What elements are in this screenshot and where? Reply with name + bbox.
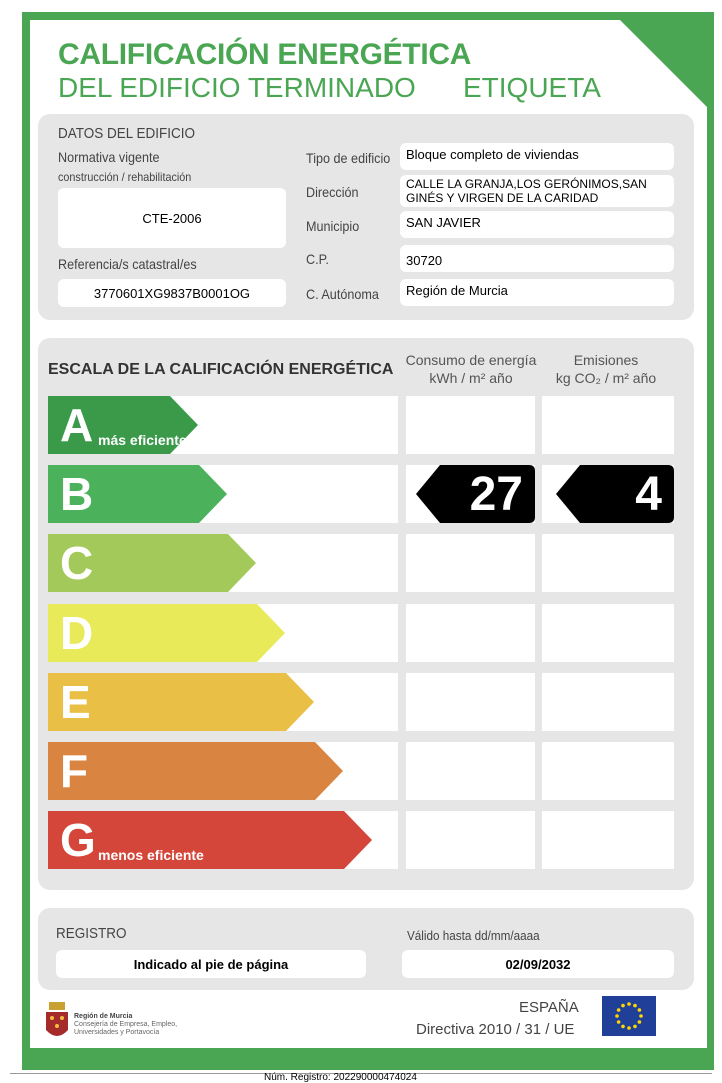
- normativa-label: Normativa vigente: [58, 149, 160, 165]
- org-sub1: Consejería de Empresa, Empleo,: [74, 1021, 178, 1028]
- class-letter: D: [60, 607, 94, 659]
- eu-star: [627, 1026, 631, 1030]
- normativa-value: CTE-2006: [58, 188, 286, 248]
- emisiones-header-line2: kg CO₂ / m² año: [555, 370, 657, 386]
- scale-cell: [406, 396, 535, 454]
- consumo-badge-value: 27: [469, 468, 523, 521]
- consumo-header-line1: Consumo de energía: [405, 352, 537, 368]
- country: ESPAÑA: [519, 999, 579, 1016]
- scale-cell: [542, 811, 674, 869]
- class-letter: F: [60, 745, 89, 797]
- emisiones-badge: [556, 465, 674, 523]
- tipo-label: Tipo de edificio: [306, 150, 391, 166]
- escala-title: ESCALA DE LA CALIFICACIÓN ENERGÉTICA: [48, 361, 394, 378]
- org-sub2: Universidades y Portavocía: [74, 1029, 160, 1036]
- consumo-badge: [416, 465, 535, 523]
- scale-cell: [542, 604, 674, 662]
- class-arrow-d: [48, 604, 285, 662]
- eu-star: [633, 1025, 637, 1029]
- registro-value: Indicado al pie de página: [56, 950, 366, 978]
- class-arrow-b: [48, 465, 227, 523]
- eu-star: [638, 1020, 642, 1024]
- class-arrow-g: [48, 811, 372, 869]
- datos-title: DATOS DEL EDIFICIO: [58, 125, 196, 142]
- eu-star: [627, 1002, 631, 1006]
- cp-label: C.P.: [306, 251, 329, 267]
- tipo-value: Bloque completo de viviendas: [400, 143, 674, 170]
- eu-star: [617, 1008, 621, 1012]
- eu-star: [633, 1004, 637, 1008]
- scale-cell: [542, 396, 674, 454]
- eu-star: [617, 1020, 621, 1024]
- emisiones-header: [538, 351, 674, 387]
- registro-title: REGISTRO: [56, 925, 127, 942]
- referencia-label: Referencia/s catastral/es: [58, 256, 197, 272]
- directive: Directiva 2010 / 31 / UE: [416, 1021, 575, 1038]
- referencia-value: 3770601XG9837B0001OG: [58, 279, 286, 307]
- scale-cell: [406, 742, 535, 800]
- org-name: Región de Murcia: [74, 1013, 133, 1020]
- normativa-sublabel: construcción / rehabilitación: [58, 170, 192, 184]
- class-letter: A: [60, 399, 94, 451]
- municipio-label: Municipio: [306, 218, 360, 234]
- valido-value: 02/09/2032: [402, 950, 674, 978]
- title-line-1: CALIFICACIÓN ENERGÉTICA: [58, 38, 472, 71]
- registro-number: Núm. Registro: 202290000474024: [264, 1072, 417, 1083]
- scale-cell: [406, 673, 535, 731]
- corner-triangle: [620, 20, 714, 114]
- class-letter: G: [60, 814, 96, 866]
- scale-cell: [406, 604, 535, 662]
- eu-flag-icon: [602, 996, 656, 1036]
- scale-cell: [542, 673, 674, 731]
- eu-star: [615, 1014, 619, 1018]
- scale-cell: [406, 534, 535, 592]
- emisiones-badge-value: 4: [635, 468, 662, 521]
- valido-label: Válido hasta dd/mm/aaaa: [407, 928, 540, 943]
- scale-cell: [406, 811, 535, 869]
- eu-star: [638, 1008, 642, 1012]
- municipio-value: SAN JAVIER: [400, 211, 674, 238]
- class-letter: B: [60, 468, 94, 520]
- class-arrow-e: [48, 673, 314, 731]
- autonoma-label: C. Autónoma: [306, 286, 379, 302]
- title-line-2: DEL EDIFICIO TERMINADO: [58, 72, 416, 103]
- class-arrow-a: [48, 396, 198, 454]
- class-sublabel: menos eficiente: [98, 847, 204, 863]
- scale-cell: [542, 742, 674, 800]
- autonoma-value: Región de Murcia: [400, 279, 674, 306]
- class-arrow-f: [48, 742, 343, 800]
- class-letter: E: [60, 676, 91, 728]
- eu-star: [621, 1004, 625, 1008]
- eu-star: [639, 1014, 643, 1018]
- direccion-value: CALLE LA GRANJA,LOS GERÓNIMOS,SAN GINÉS Y VIRGEN DE LA CARIDAD: [400, 175, 674, 207]
- consumo-header: [400, 351, 542, 387]
- eu-star: [621, 1025, 625, 1029]
- class-sublabel: más eficiente: [98, 432, 187, 448]
- scale-cell: [542, 534, 674, 592]
- emisiones-header-line1: Emisiones: [573, 352, 639, 368]
- class-arrow-c: [48, 534, 256, 592]
- murcia-crest-icon: [44, 1000, 70, 1042]
- direccion-label: Dirección: [306, 184, 359, 200]
- consumo-header-line2: kWh / m² año: [429, 370, 513, 386]
- cp-value: 30720: [400, 245, 674, 272]
- class-letter: C: [60, 537, 94, 589]
- label-etiqueta: ETIQUETA: [463, 72, 601, 103]
